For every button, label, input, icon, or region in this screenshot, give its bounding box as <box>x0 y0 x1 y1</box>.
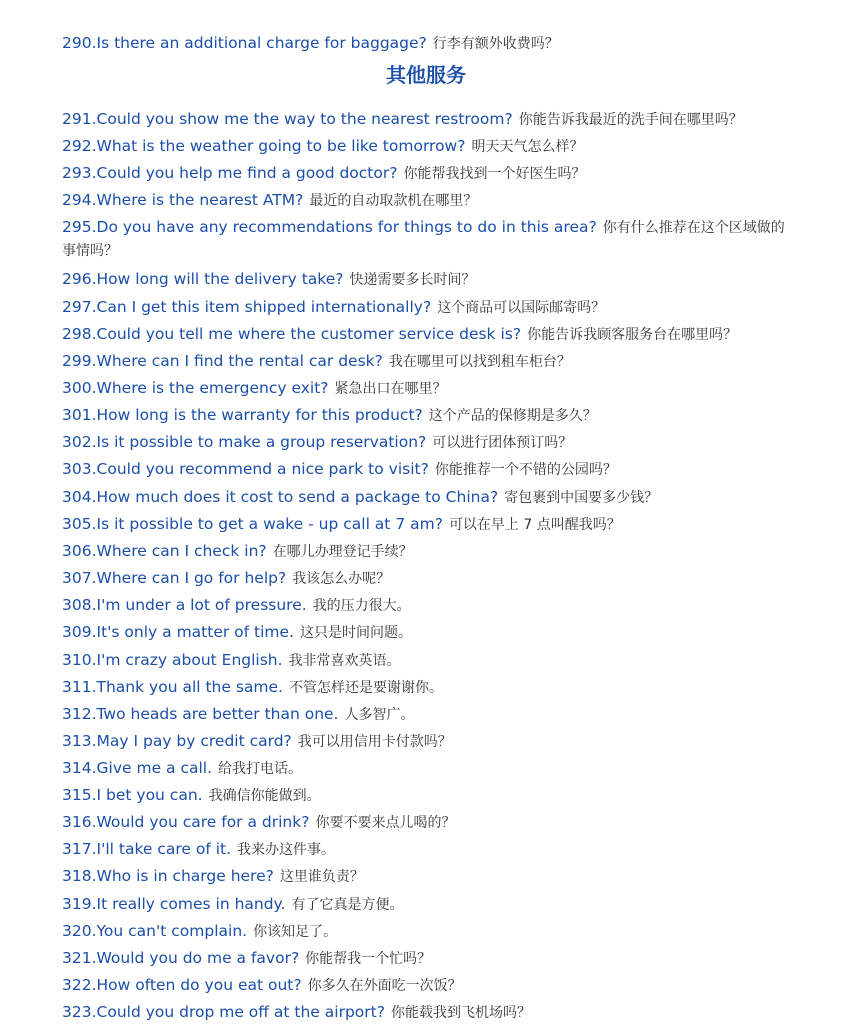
phrase-item <box>62 838 822 861</box>
phrase-item <box>62 920 822 943</box>
phrase-item <box>62 567 822 590</box>
phrase-item <box>62 162 822 185</box>
phrase-chinese: 你有什么推荐在这个区域做的事情吗？ <box>62 220 785 259</box>
phrase-english: I'm under a lot of pressure. <box>96 596 307 614</box>
phrase-item <box>62 811 822 834</box>
phrase-number: 315. <box>62 786 97 804</box>
phrase-english: Do you have any recommendations for things to do in this area? <box>96 218 597 236</box>
phrase-item <box>62 404 822 427</box>
phrase-chinese: 可以在早上 7 点叫醒我吗？ <box>448 517 621 533</box>
phrase-chinese: 不管怎样还是要谢谢你。 <box>288 680 443 696</box>
phrase-item <box>62 486 822 509</box>
phrase-number: 308. <box>62 596 97 614</box>
phrase-item <box>62 757 822 780</box>
phrase-chinese: 我该怎么办呢？ <box>292 571 391 587</box>
phrase-chinese: 你能告诉我顾客服务台在哪里吗？ <box>527 327 738 343</box>
phrase-number: 301. <box>62 406 97 424</box>
phrase-item <box>62 784 822 807</box>
phrase-number: 290. <box>62 34 97 52</box>
phrase-number: 313. <box>62 732 97 750</box>
phrase-english: I bet you can. <box>96 786 203 804</box>
phrase-english: How long will the delivery take? <box>96 270 344 288</box>
phrase-item <box>62 865 822 888</box>
phrase-number: 316. <box>62 813 97 831</box>
phrase-english: Thank you all the same. <box>96 678 283 696</box>
phrase-english: Could you recommend a nice park to visit? <box>96 460 429 478</box>
phrase-english: Can I get this item shipped internationally? <box>96 298 432 316</box>
phrase-english: Could you show me the way to the nearest restroom? <box>96 110 513 128</box>
phrase-chinese: 我来办这件事。 <box>237 842 336 858</box>
section-heading: 其他服务 <box>386 63 466 87</box>
phrase-english: It really comes in handy. <box>96 895 286 913</box>
phrase-item <box>62 32 822 55</box>
phrase-item <box>62 1001 822 1024</box>
phrase-english: Where is the nearest ATM? <box>96 191 304 209</box>
phrase-item <box>62 540 822 563</box>
phrase-chinese: 你该知足了。 <box>253 924 338 940</box>
phrase-item <box>62 135 822 158</box>
phrase-item <box>62 296 822 319</box>
phrase-item <box>62 649 822 672</box>
phrase-number: 318. <box>62 867 97 885</box>
phrase-number: 304. <box>62 488 97 506</box>
phrase-number: 322. <box>62 976 97 994</box>
phrase-item <box>62 621 822 644</box>
phrase-chinese: 我可以用信用卡付款吗？ <box>297 734 452 750</box>
phrase-number: 300. <box>62 379 97 397</box>
phrase-chinese: 有了它真是方便。 <box>291 897 404 913</box>
phrase-item <box>62 893 822 916</box>
phrase-chinese: 给我打电话。 <box>218 761 303 777</box>
phrase-english: It's only a matter of time. <box>96 623 294 641</box>
phrase-item <box>62 974 822 997</box>
phrase-item <box>62 216 792 262</box>
phrase-chinese: 可以进行团体预订吗？ <box>432 435 573 451</box>
phrase-chinese: 我确信你能做到。 <box>208 788 321 804</box>
phrase-chinese: 最近的自动取款机在哪里？ <box>309 193 478 209</box>
phrase-english: How long is the warranty for this product? <box>96 406 423 424</box>
phrase-chinese: 明天天气怎么样？ <box>471 139 584 155</box>
phrase-chinese: 我在哪里可以找到租车柜台？ <box>388 354 571 370</box>
phrase-number: 292. <box>62 137 97 155</box>
phrase-item <box>62 676 822 699</box>
phrase-english: Where can I find the rental car desk? <box>96 352 383 370</box>
phrase-number: 314. <box>62 759 97 777</box>
phrase-chinese: 你要不要来点儿喝的？ <box>315 815 456 831</box>
phrase-english: Is there an additional charge for baggage? <box>96 34 427 52</box>
phrase-english: I'm crazy about English. <box>96 651 283 669</box>
phrase-number: 293. <box>62 164 97 182</box>
phrase-number: 306. <box>62 542 97 560</box>
phrase-english: Where can I check in? <box>96 542 267 560</box>
phrase-item <box>62 947 822 970</box>
phrase-english: Where is the emergency exit? <box>96 379 329 397</box>
phrase-number: 298. <box>62 325 97 343</box>
phrase-chinese: 这只是时间问题。 <box>299 625 412 641</box>
phrase-number: 303. <box>62 460 97 478</box>
phrase-english: Who is in charge here? <box>96 867 274 885</box>
phrase-item <box>62 458 822 481</box>
phrase-chinese: 寄包裹到中国要多少钱？ <box>504 490 659 506</box>
phrase-number: 309. <box>62 623 97 641</box>
phrase-english: Could you help me find a good doctor? <box>96 164 398 182</box>
phrase-english: Two heads are better than one. <box>96 705 339 723</box>
phrase-english: How often do you eat out? <box>96 976 302 994</box>
phrase-number: 305. <box>62 515 97 533</box>
phrase-item <box>62 377 822 400</box>
phrase-number: 319. <box>62 895 97 913</box>
phrase-item <box>62 431 822 454</box>
phrase-english: Would you do me a favor? <box>96 949 300 967</box>
phrase-english: Could you drop me off at the airport? <box>96 1003 385 1021</box>
phrase-english: I'll take care of it. <box>96 840 232 858</box>
phrase-number: 299. <box>62 352 97 370</box>
phrase-number: 307. <box>62 569 97 587</box>
phrase-chinese: 人多智广。 <box>344 707 415 723</box>
phrase-english: Would you care for a drink? <box>96 813 310 831</box>
phrase-chinese: 我非常喜欢英语。 <box>288 653 401 669</box>
phrase-english: Give me a call. <box>96 759 213 777</box>
phrase-english: Is it possible to get a wake - up call at 7 am? <box>96 515 443 533</box>
phrase-chinese: 这个商品可以国际邮寄吗？ <box>437 300 606 316</box>
phrase-item <box>62 323 822 346</box>
phrase-chinese: 这里谁负责？ <box>279 869 364 885</box>
phrase-number: 312. <box>62 705 97 723</box>
phrase-chinese: 在哪儿办理登记手续？ <box>272 544 413 560</box>
phrase-item <box>62 108 822 131</box>
phrase-item <box>62 730 822 753</box>
phrase-number: 297. <box>62 298 97 316</box>
phrase-item <box>62 594 822 617</box>
phrase-number: 310. <box>62 651 97 669</box>
phrase-number: 302. <box>62 433 97 451</box>
phrase-item <box>62 513 822 536</box>
phrase-english: Could you tell me where the customer service desk is? <box>96 325 522 343</box>
phrase-english: May I pay by credit card? <box>96 732 292 750</box>
phrase-chinese: 你能载我到飞机场吗？ <box>390 1005 531 1021</box>
phrase-item <box>62 703 822 726</box>
phrase-chinese: 你能帮我一个忙吗？ <box>305 951 432 967</box>
phrase-number: 321. <box>62 949 97 967</box>
phrase-chinese: 紧急出口在哪里？ <box>334 381 447 397</box>
phrase-chinese: 你能帮我找到一个好医生吗？ <box>403 166 586 182</box>
phrase-number: 317. <box>62 840 97 858</box>
phrase-chinese: 行李有额外收费吗？ <box>432 36 559 52</box>
phrase-chinese: 你能推荐一个不错的公园吗？ <box>434 462 617 478</box>
phrase-number: 320. <box>62 922 97 940</box>
phrase-english: You can't complain. <box>96 922 248 940</box>
phrase-number: 291. <box>62 110 97 128</box>
phrase-english: How much does it cost to send a package to China? <box>96 488 499 506</box>
phrase-number: 311. <box>62 678 97 696</box>
phrase-number: 296. <box>62 270 97 288</box>
phrase-english: What is the weather going to be like tomorrow? <box>96 137 466 155</box>
phrase-chinese: 我的压力很大。 <box>312 598 411 614</box>
phrase-number: 295. <box>62 218 97 236</box>
phrase-english: Where can I go for help? <box>96 569 287 587</box>
phrase-chinese: 这个产品的保修期是多久？ <box>428 408 597 424</box>
phrase-item <box>62 268 822 291</box>
phrase-chinese: 你能告诉我最近的洗手间在哪里吗？ <box>518 112 743 128</box>
phrase-chinese: 你多久在外面吃一次饭？ <box>307 978 462 994</box>
phrase-number: 323. <box>62 1003 97 1021</box>
phrase-english: Is it possible to make a group reservation? <box>96 433 427 451</box>
phrase-chinese: 快递需要多长时间？ <box>349 272 476 288</box>
phrase-item <box>62 189 822 212</box>
phrase-item <box>62 350 822 373</box>
phrase-number: 294. <box>62 191 97 209</box>
